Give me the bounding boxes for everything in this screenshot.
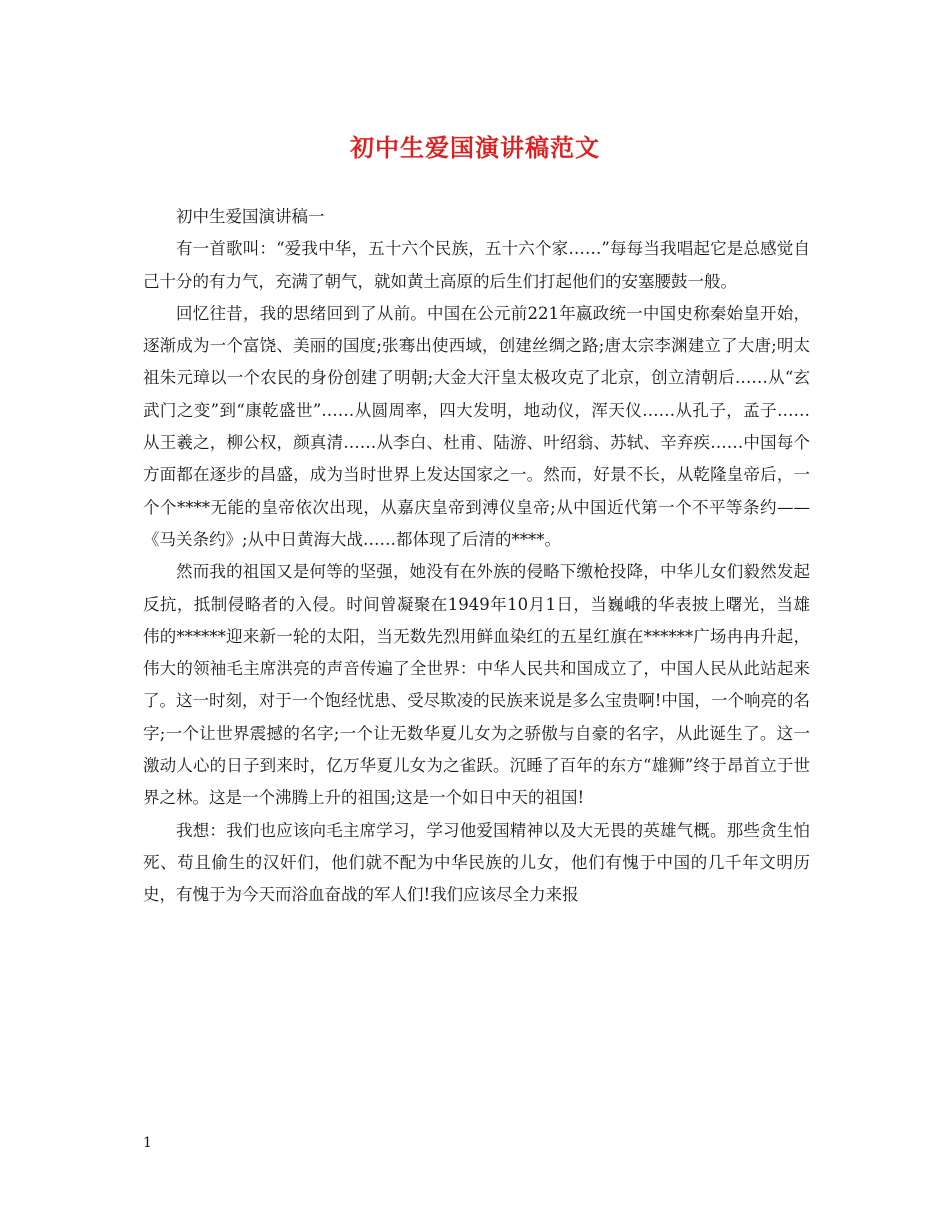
- paragraph: 回忆往昔，我的思绪回到了从前。中国在公元前221年嬴政统一中国史称秦始皇开始，逐渐成为一个富饶、美丽的国度;张骞出使西域，创建丝绸之路;唐太宗李渊建立了大唐;明太祖朱元璋以一个农民的身份创建了明朝;大金大汗皇太极攻克了北京，创立清朝后……从“玄武门之变”到“康乾盛世”……从圆周率，四大发明，地动仪，浑天仪……从孔子，孟子……从王羲之，柳公权，颜真清……从李白、杜甫、陆游、叶绍翁、苏轼、辛弃疾……中国每个方面都在逐步的昌盛，成为当时世界上发达国家之一。然而，好景不长，从乾隆皇帝后，一个个****无能的皇帝依次出现，从嘉庆皇帝到溥仪皇帝;从中国近代第一个不平等条约——《马关条约》;从中日黄海大战……都体现了后清的****。: [143, 303, 810, 549]
- paragraph: 然而我的祖国又是何等的坚强，她没有在外族的侵略下缴枪投降，中华儿女们毅然发起反抗，抵制侵略者的入侵。时间曾凝聚在1949年10月1日，当巍峨的华表披上曙光，当雄伟的******迎来新一轮的太阳，当无数先烈用鲜血染红的五星红旗在******广场冉冉升起，伟大的领袖毛主席洪亮的声音传遍了全世界：中华人民共和国成立了，中国人民从此站起来了。这一时刻，对于一个饱经忧患、受尽欺凌的民族来说是多么宝贵啊!中国，一个响亮的名字;一个让世界震撼的名字;一个让无数华夏儿女为之骄傲与自豪的名字，从此诞生了。这一激动人心的日子到来时，亿万华夏儿女为之雀跃。沉睡了百年的东方“雄狮”终于昂首立于世界之林。这是一个沸腾上升的祖国;这是一个如日中天的祖国!: [143, 562, 810, 808]
- document-body: [143, 201, 810, 912]
- paragraph: 我想：我们也应该向毛主席学习，学习他爱国精神以及大无畏的英雄气概。那些贪生怕死、苟且偷生的汉奸们，他们就不配为中华民族的儿女，他们有愧于中国的几千年文明历史，有愧于为今天而浴血奋战的军人们!我们应该尽全力来报: [143, 820, 810, 905]
- section-heading: 初中生爱国演讲稿一: [176, 207, 325, 226]
- paragraph: 有一首歌叫：“爱我中华，五十六个民族，五十六个家……”每每当我唱起它是总感觉自己十分的有力气，充满了朝气，就如黄土高原的后生们打起他们的安塞腰鼓一般。: [143, 239, 810, 291]
- document-title: 初中生爱国演讲稿范文: [350, 133, 600, 162]
- page-number: 1: [143, 1135, 152, 1151]
